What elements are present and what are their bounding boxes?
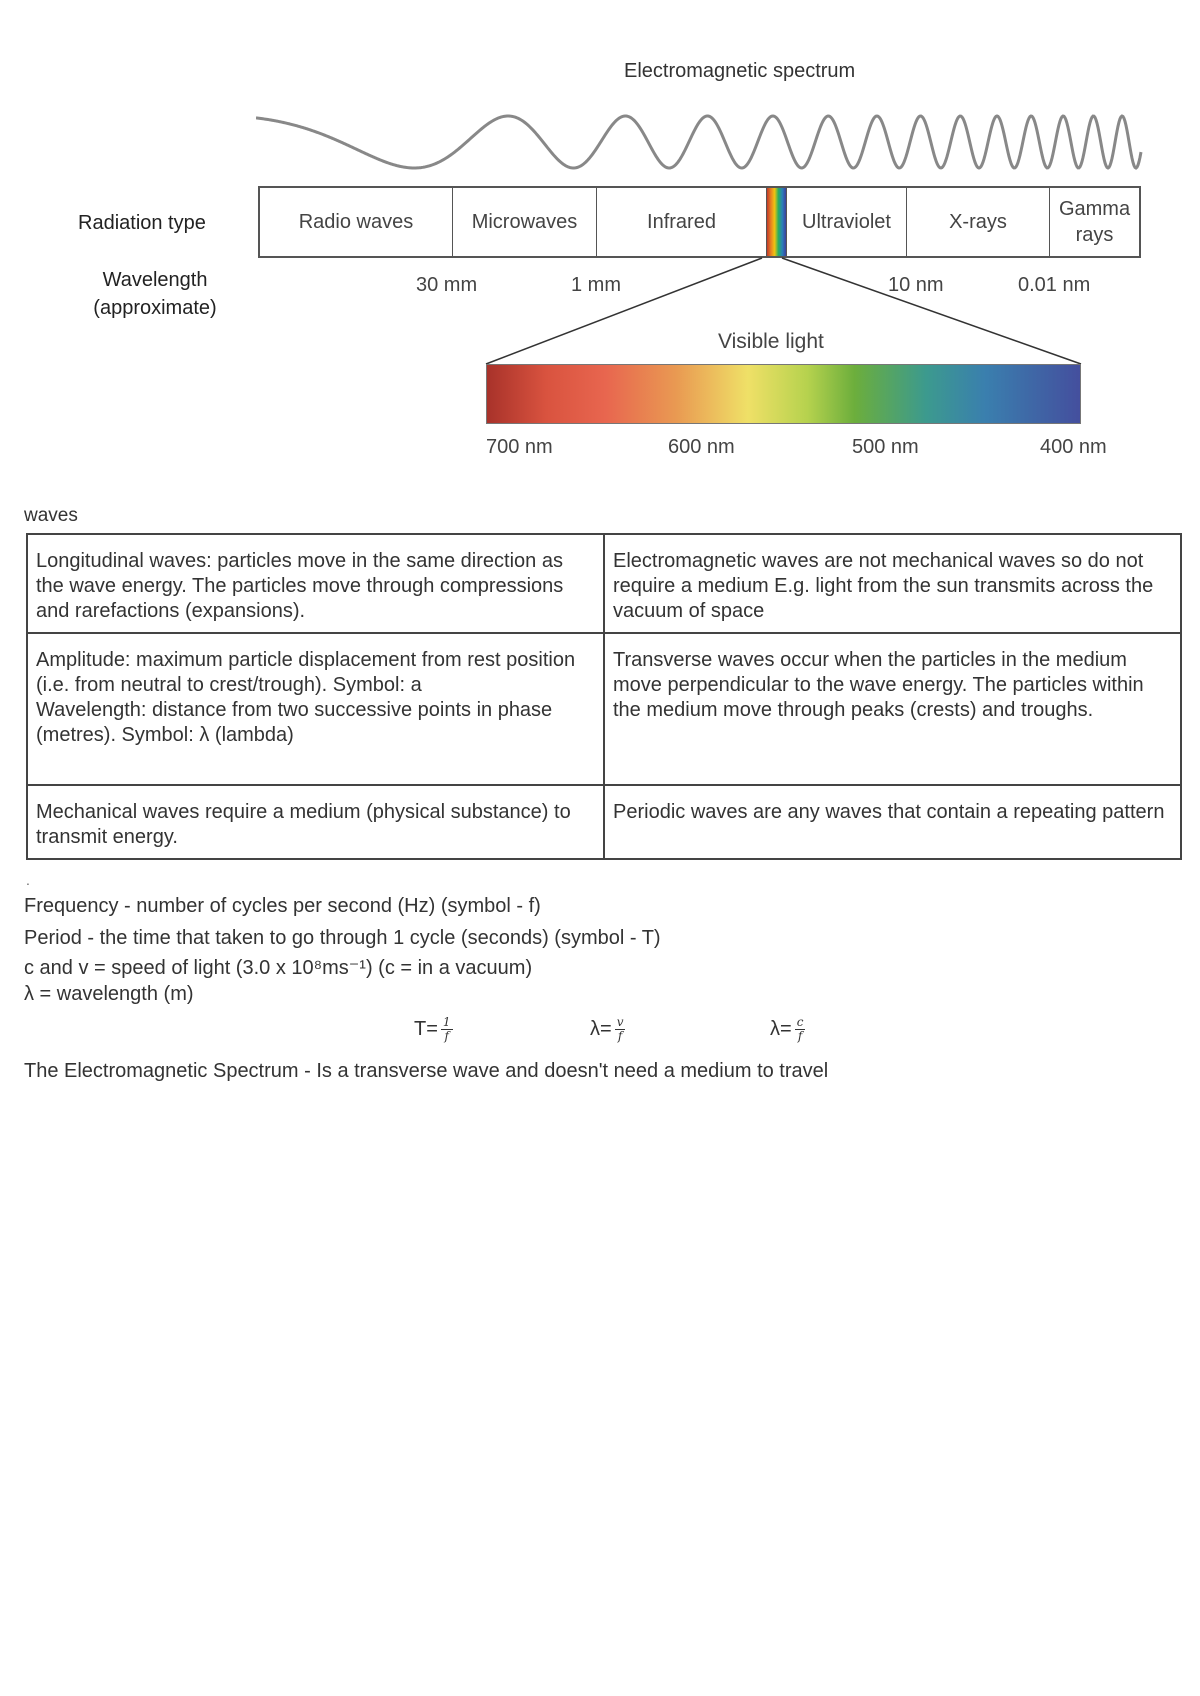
fact-electromagnetic-waves: Electromagnetic waves are not mechanical waves so do not require a medium E.g. light from the sun transmits across the vacuum of space: [604, 534, 1181, 633]
formula-period-fraction: [441, 1016, 453, 1043]
wavelength-mark-30mm: 30 mm: [416, 274, 478, 296]
formula-wavelength-v-fraction: [615, 1016, 626, 1043]
radiation-type-label: Radiation type: [78, 212, 206, 234]
table-row: [27, 534, 1181, 633]
note-em-spectrum: The Electromagnetic Spectrum - Is a transverse wave and doesn't need a medium to travel: [24, 1060, 829, 1082]
zoom-line-right: [782, 258, 1081, 364]
formula-period-lhs: T=: [414, 1018, 438, 1040]
note-lambda: λ = wavelength (m): [24, 983, 194, 1005]
formula-wavelength-c-lhs: λ=: [770, 1018, 792, 1040]
fact-periodic-waves: Periodic waves are any waves that contain a repeating pattern: [604, 785, 1181, 859]
wavelength-label-line1: Wavelength: [102, 269, 208, 291]
band-ultraviolet: Ultraviolet: [787, 188, 907, 256]
band-radio-waves: Radio waves: [260, 188, 453, 256]
formula-wavelength-v-lhs: λ=: [590, 1018, 612, 1040]
formula-wavelength-c-den: f: [797, 1029, 803, 1043]
visible-tick-400: 400 nm: [1040, 436, 1107, 458]
visible-light-label: Visible light: [718, 330, 824, 353]
formula-wavelength-c: [770, 1016, 805, 1043]
fact-mechanical-waves: Mechanical waves require a medium (physical substance) to transmit energy.: [27, 785, 604, 859]
visible-tick-700: 700 nm: [486, 436, 553, 458]
visible-tick-600: 600 nm: [668, 436, 735, 458]
formula-period-num: 1: [442, 1015, 451, 1029]
waves-heading: waves: [24, 505, 78, 526]
wavelength-mark-10nm: 10 nm: [888, 274, 944, 296]
waves-facts-table: [26, 533, 1182, 860]
formula-period-den: f: [444, 1029, 449, 1043]
note-period: Period - the time that taken to go through 1 cycle (seconds) (symbol - T): [24, 927, 661, 949]
visible-light-bar: [486, 364, 1081, 424]
formula-wavelength-c-num: c: [796, 1015, 804, 1029]
zoom-lines: [0, 0, 1200, 400]
table-row: [27, 633, 1181, 785]
note-speed: c and v = speed of light (3.0 x 10⁸ms⁻¹) (c = in a vacuum): [24, 957, 533, 979]
band-x-rays: X-rays: [907, 188, 1050, 256]
wavelength-label-line2: (approximate): [93, 297, 217, 319]
formula-wavelength-v-num: v: [616, 1015, 624, 1029]
band-infrared: Infrared: [597, 188, 767, 256]
formula-wavelength-c-fraction: [795, 1016, 806, 1043]
formula-period: [414, 1016, 453, 1043]
fact-transverse-waves: Transverse waves occur when the particles in the medium move perpendicular to the wave energy. The particles within the medium move through peaks (crests) and troughs.: [604, 633, 1181, 785]
wavelength-mark-1mm: 1 mm: [571, 274, 621, 296]
fact-longitudinal-waves: Longitudinal waves: particles move in the same direction as the wave energy. The particles move through compressions and rarefactions (expansions).: [27, 534, 604, 633]
band-microwaves: Microwaves: [453, 188, 597, 256]
formula-wavelength-v: [590, 1016, 625, 1043]
formula-wavelength-v-den: f: [617, 1029, 623, 1043]
table-row: [27, 785, 1181, 859]
wavelength-mark-001nm: 0.01 nm: [1018, 274, 1091, 296]
visible-tick-500: 500 nm: [852, 436, 919, 458]
stray-dot: .: [26, 872, 30, 888]
spectrum-title: Electromagnetic spectrum: [624, 60, 856, 82]
fact-amplitude-wavelength: Amplitude: maximum particle displacement from rest position (i.e. from neutral to crest/trough). Symbol: a Wavelength: distance from two successive points in phase (metres). Symbol: λ (lambda): [27, 633, 604, 785]
band-gamma-rays: Gamma rays: [1058, 198, 1131, 246]
note-frequency: Frequency - number of cycles per second (Hz) (symbol - f): [24, 895, 541, 917]
